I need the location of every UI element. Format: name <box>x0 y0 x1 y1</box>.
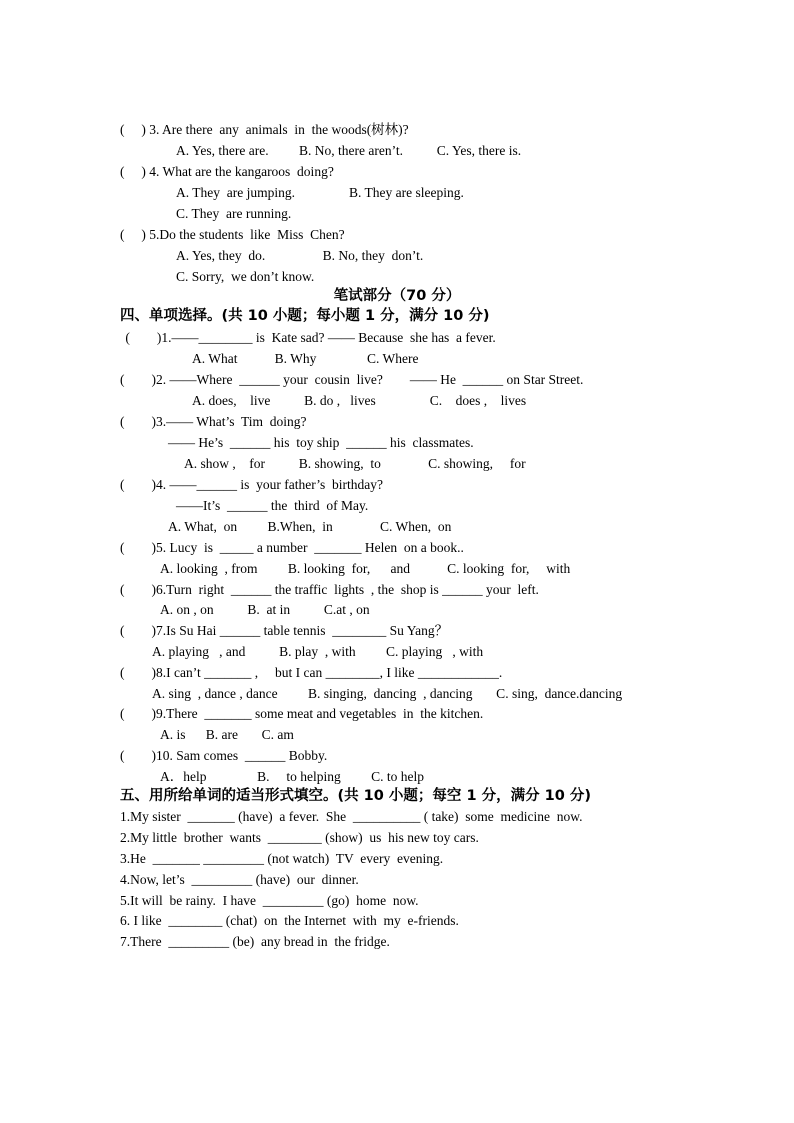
question-4-options-ab: A. They are jumping. B. They are sleeping. <box>176 185 464 200</box>
s4-q4: ( )4. ——______ is your father’s birthday? <box>120 477 383 492</box>
question-5: ( ) 5.Do the students like Miss Chen? <box>120 227 345 242</box>
s4-q7-options: A. playing , and B. play , with C. playing , with <box>152 644 484 659</box>
s4-q3-options: A. show , for B. showing, to C. showing, for <box>184 456 526 471</box>
s5-q7: 7.There _________ (be) any bread in the fridge. <box>120 934 390 949</box>
section-5-heading: 五、用所给单词的适当形式填空。(共 10 小题；每空 1 分，满分 10 分) <box>120 788 591 804</box>
question-5-options-ab: A. Yes, they do. B. No, they don’t. <box>176 248 424 263</box>
s4-q2-options: A. does, live B. do , lives C. does , lives <box>192 393 527 408</box>
question-3-options: A. Yes, there are. B. No, there aren’t. C. Yes, there is. <box>176 143 522 158</box>
s4-q4-answer-line: ——It’s ______ the third of May. <box>176 498 369 513</box>
s4-q3-answer-line: —— He’s ______ his toy ship ______ his classmates. <box>168 435 474 450</box>
s4-q9: ( )9.There _______ some meat and vegetables in the kitchen. <box>120 706 484 721</box>
s4-q5-options: A. looking , from B. looking for, and C. looking for, with <box>160 561 571 576</box>
s5-q2: 2.My little brother wants ________ (show) us his new toy cars. <box>120 830 479 845</box>
s5-q5: 5.It will be rainy. I have _________ (go) home now. <box>120 893 419 908</box>
s4-q4-options: A. What, on B.When, in C. When, on <box>168 519 452 534</box>
s4-q5: ( )5. Lucy is _____ a number _______ Helen on a book.. <box>120 540 464 555</box>
s4-q2: ( )2. ——Where ______ your cousin live? —— He ______ on Star Street. <box>120 372 584 387</box>
question-4-option-c: C. They are running. <box>176 206 292 221</box>
question-3: ( ) 3. Are there any animals in the woods(树林)? <box>120 122 409 137</box>
s4-q10-options: A．help B. to helping C. to help <box>160 769 424 784</box>
s4-q9-options: A. is B. are C. am <box>160 727 294 742</box>
s4-q1-options: A. What B. Why C. Where <box>192 351 419 366</box>
s4-q6-options: A. on , on B. at in C.at , on <box>160 602 370 617</box>
s5-q6: 6. I like ________ (chat) on the Internet with my e-friends. <box>120 913 459 928</box>
s4-q6: ( )6.Turn right ______ the traffic lights , the shop is ______ your left. <box>120 582 539 597</box>
s5-q4: 4.Now, let’s _________ (have) our dinner. <box>120 872 359 887</box>
section-4-heading: 四、单项选择。(共 10 小题；每小题 1 分，满分 10 分) <box>120 308 490 324</box>
s4-q7: ( )7.Is Su Hai ______ table tennis ________ Su Yang？ <box>120 623 449 638</box>
s4-q8-options: A. sing , dance , dance B. singing, dancing , dancing C. sing, dance.dancing <box>152 686 623 701</box>
s4-q3: ( )3.—— What’s Tim doing? <box>120 414 307 429</box>
s4-q8: ( )8.I can’t _______ , but I can ________, I like ____________. <box>120 665 503 680</box>
s4-q1: ( )1.——________ is Kate sad? —— Because she has a fever. <box>122 330 496 345</box>
s5-q3: 3.He _______ _________ (not watch) TV every evening. <box>120 851 444 866</box>
s5-q1: 1.My sister _______ (have) a fever. She __________ ( take) some medicine now. <box>120 809 583 824</box>
s4-q10: ( )10. Sam comes ______ Bobby. <box>120 748 328 763</box>
question-5-option-c: C. Sorry, we don’t know. <box>176 269 315 284</box>
question-4: ( ) 4. What are the kangaroos doing? <box>120 164 334 179</box>
written-part-title: 笔试部分（70 分） <box>333 288 461 304</box>
